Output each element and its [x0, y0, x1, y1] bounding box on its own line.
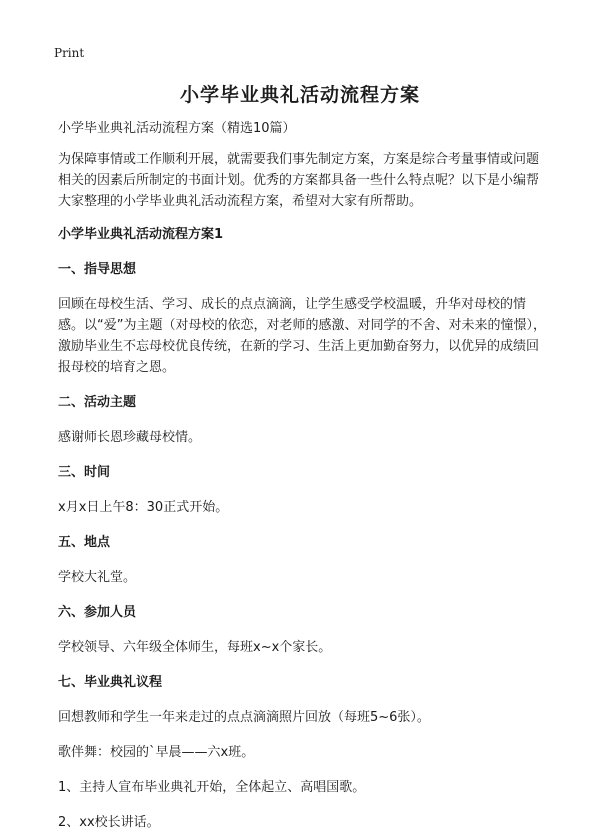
- heading-location: 五、地点: [58, 535, 111, 550]
- paragraph-theme: 感谢师长恩珍藏母校情。: [58, 430, 202, 445]
- list-item: 1、主持人宣布毕业典礼开始，全体起立、高唱国歌。: [58, 780, 366, 795]
- document-body: [58, 118, 548, 833]
- heading-time: 三、时间: [58, 465, 111, 480]
- heading-agenda: 七、毕业典礼议程: [58, 675, 163, 690]
- paragraph-agenda: 回想教师和学生一年来走过的点点滴滴照片回放（每班5~6张）。: [58, 710, 430, 725]
- document-title: 小学毕业典礼活动流程方案: [179, 84, 420, 106]
- paragraph-time: x月x日上午8：30正式开始。: [58, 500, 229, 515]
- document-subtitle: 小学毕业典礼活动流程方案（精选10篇）: [58, 121, 296, 136]
- heading-theme: 二、活动主题: [58, 395, 137, 410]
- intro-paragraph: 为保障事情或工作顺利开展，就需要我们事先制定方案，方案是综合考量事情或问题相关的因素后所制定的书面计划。优秀的方案都具备一些什么特点呢？以下是小编帮大家整理的小学毕业典礼活动流程方案，希望对大家有所帮助。: [58, 152, 540, 209]
- list-item: 歌伴舞：校园的`早晨——六x班。: [58, 745, 255, 760]
- section-title: 小学毕业典礼活动流程方案1: [58, 227, 224, 242]
- heading-guiding-thought: 一、指导思想: [58, 262, 137, 277]
- paragraph-location: 学校大礼堂。: [58, 570, 137, 585]
- paragraph-guiding-thought: 回顾在母校生活、学习、成长的点点滴滴，让学生感受学校温暖，升华对母校的情感。以“爱”为主题（对母校的依恋，对老师的感激、对同学的不舍、对未来的憧憬），激励毕业生不忘母校优良传统，在新的学习、生活上更加勤奋努力，以优异的成绩回报母校的培育之恩。: [58, 297, 546, 375]
- print-link[interactable]: Print: [54, 46, 85, 60]
- list-item: 2、xx校长讲话。: [58, 815, 160, 830]
- paragraph-participants: 学校领导、六年级全体师生，每班x~x个家长。: [58, 640, 332, 655]
- heading-participants: 六、参加人员: [58, 605, 137, 620]
